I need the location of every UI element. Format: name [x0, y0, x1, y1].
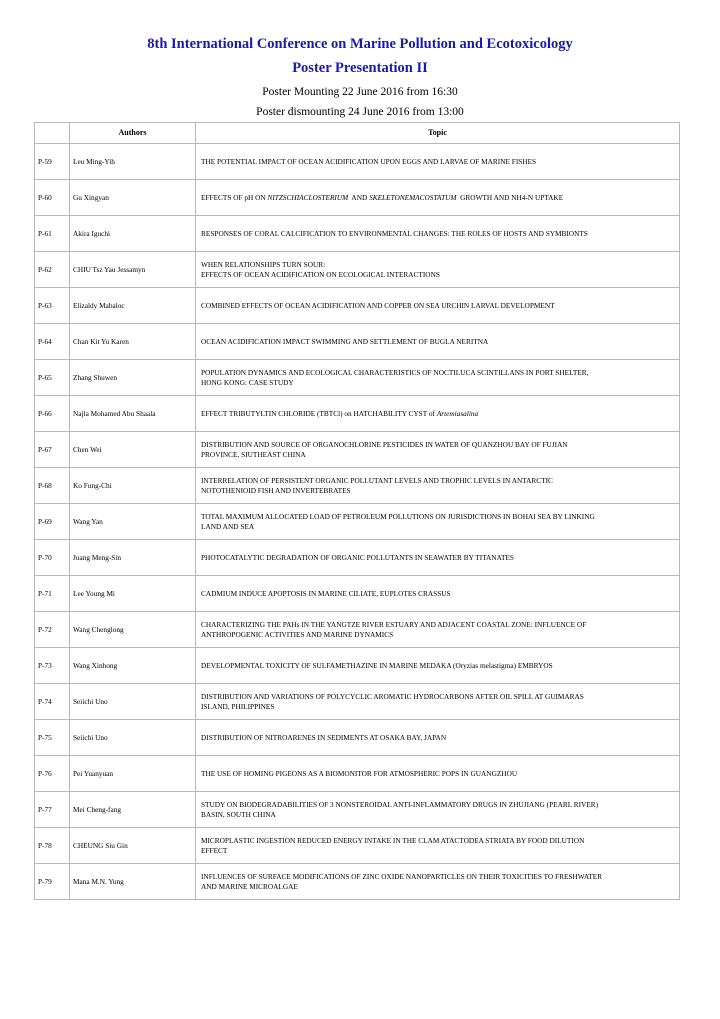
- poster-topic-line-2: ISLAND, PHILIPPINES: [201, 701, 275, 711]
- poster-code: P-69: [35, 504, 70, 540]
- poster-topic: PHOTOCATALYTIC DEGRADATION OF ORGANIC POLLUTANTS IN SEAWATER BY TITANATES: [196, 540, 680, 576]
- table-row: [35, 648, 680, 684]
- poster-author: Gu Xingyan: [70, 180, 196, 216]
- poster-author: Lee Young Mi: [70, 576, 196, 612]
- poster-topic-line-2: NOTOTHENIOID FISH AND INVERTEBRATES: [201, 485, 351, 495]
- poster-code: P-71: [35, 576, 70, 612]
- poster-author: Elizaldy Mabaloc: [70, 288, 196, 324]
- poster-code: P-61: [35, 216, 70, 252]
- poster-topic: COMBINED EFFECTS OF OCEAN ACIDIFICATION AND COPPER ON SEA URCHIN LARVAL DEVELOPMENT: [196, 288, 680, 324]
- poster-topic-line-2: BASIN, SOUTH CHINA: [201, 809, 276, 819]
- poster-code: P-75: [35, 720, 70, 756]
- table-row: [35, 540, 680, 576]
- poster-topic: [196, 684, 680, 720]
- session-title: Poster Presentation II: [292, 60, 428, 76]
- poster-author: Seiichi Uno: [70, 684, 196, 720]
- mounting-info: Poster Mounting 22 June 2016 from 16:30: [262, 86, 458, 98]
- poster-author: Najla Mohamed Abu Shaala: [70, 396, 196, 432]
- table-row: [35, 144, 680, 180]
- poster-author: Mei Cheng-fang: [70, 792, 196, 828]
- poster-code: P-79: [35, 864, 70, 900]
- poster-topic: OCEAN ACIDIFICATION IMPACT SWIMMING AND SETTLEMENT OF BUGLA NERITNA: [196, 324, 680, 360]
- header-topic: Topic: [196, 123, 680, 144]
- poster-author: Pei Yuanyuan: [70, 756, 196, 792]
- poster-topic: RESPONSES OF CORAL CALCIFICATION TO ENVIRONMENTAL CHANGES: THE ROLES OF HOSTS AND SYMBIONTS: [196, 216, 680, 252]
- table-row: [35, 360, 680, 396]
- conference-title: 8th International Conference on Marine Pollution and Ecotoxicology: [147, 36, 573, 52]
- poster-code: P-73: [35, 648, 70, 684]
- poster-topic: [196, 864, 680, 900]
- poster-topic-line-1: DISTRIBUTION AND VARIATIONS OF POLYCYCLIC AROMATIC HYDROCARBONS AFTER OIL SPILL AT GUIMARAS: [201, 691, 584, 701]
- poster-topic: [196, 252, 680, 288]
- poster-topic: [196, 396, 680, 432]
- poster-topic-line-1: INTERRELATION OF PERSISTENT ORGANIC POLLUTANT LEVELS AND TROPHIC LEVELS IN ANTARCTIC: [201, 475, 553, 485]
- poster-author: Mana M.N. Yung: [70, 864, 196, 900]
- poster-code: P-64: [35, 324, 70, 360]
- table-row: [35, 288, 680, 324]
- header-authors: Authors: [70, 123, 196, 144]
- poster-topic-line-1: MICROPLASTIC INGESTION REDUCED ENERGY INTAKE IN THE CLAM ATACTODEA STRIATA BY FOOD DILUTION: [201, 835, 585, 845]
- header-code: [35, 123, 70, 144]
- poster-code: P-76: [35, 756, 70, 792]
- poster-topic: [196, 180, 680, 216]
- table-row: [35, 180, 680, 216]
- table-row: [35, 252, 680, 288]
- poster-table: [34, 122, 680, 900]
- poster-author: Chan Kit Yu Karen: [70, 324, 196, 360]
- poster-topic-part: GROWTH AND NH4-N UPTAKE: [456, 192, 564, 202]
- poster-topic-line-1: WHEN RELATIONSHIPS TURN SOUR:: [201, 259, 326, 269]
- poster-topic-line-2: ANTHROPOGENIC ACTIVITIES AND MARINE DYNAMICS: [201, 629, 394, 639]
- poster-topic-line-2: PROVINCE, SIUTHEAST CHINA: [201, 449, 306, 459]
- table-row: [35, 612, 680, 648]
- poster-topic: [196, 360, 680, 396]
- poster-topic-part: EFFECTS OF pH ON: [201, 192, 268, 202]
- poster-topic: [196, 828, 680, 864]
- poster-code: P-59: [35, 144, 70, 180]
- poster-topic: [196, 792, 680, 828]
- poster-topic-line-2: EFFECT: [201, 845, 228, 855]
- poster-code: P-70: [35, 540, 70, 576]
- poster-author: Akira Iguchi: [70, 216, 196, 252]
- dismounting-info: Poster dismounting 24 June 2016 from 13:00: [256, 106, 464, 118]
- poster-topic: [196, 468, 680, 504]
- poster-topic-line-1: INFLUENCES OF SURFACE MODIFICATIONS OF ZINC OXIDE NANOPARTICLES ON THEIR TOXICITIES TO FRESHWATER: [201, 871, 603, 881]
- poster-topic-line-2: HONG KONG: CASE STUDY: [201, 377, 294, 387]
- poster-code: P-66: [35, 396, 70, 432]
- table-row: [35, 720, 680, 756]
- poster-author: CHEUNG Siu Gin: [70, 828, 196, 864]
- poster-topic-line-2: AND MARINE MICROALGAE: [201, 881, 298, 891]
- table-row: [35, 756, 680, 792]
- poster-code: P-62: [35, 252, 70, 288]
- poster-author: Zhang Shuwen: [70, 360, 196, 396]
- poster-code: P-65: [35, 360, 70, 396]
- poster-topic-line-2: LAND AND SEA: [201, 521, 255, 531]
- poster-topic: THE USE OF HOMING PIGEONS AS A BIOMONITOR FOR ATMOSPHERIC POPS IN GUANGZHOU: [196, 756, 680, 792]
- poster-topic: [196, 504, 680, 540]
- poster-topic: DISTRIBUTION OF NITROARENES IN SEDIMENTS AT OSAKA BAY, JAPAN: [196, 720, 680, 756]
- poster-topic-line-2: EFFECTS OF OCEAN ACIDIFICATION ON ECOLOGICAL INTERACTIONS: [201, 269, 440, 279]
- poster-topic: [196, 432, 680, 468]
- poster-author: Wang Chenglong: [70, 612, 196, 648]
- table-header-row: [35, 123, 680, 144]
- poster-author: Seiichi Uno: [70, 720, 196, 756]
- poster-code: P-67: [35, 432, 70, 468]
- poster-topic-part: NITZSCHIACLOSTERIUM: [267, 192, 349, 202]
- poster-topic-line-1: DISTRIBUTION AND SOURCE OF ORGANOCHLORINE PESTICIDES IN WATER OF QUANZHOU BAY OF FUJIAN: [201, 439, 568, 449]
- table-row: [35, 468, 680, 504]
- poster-author: Wang Yan: [70, 504, 196, 540]
- table-row: [35, 432, 680, 468]
- poster-topic-line-1: TOTAL MAXIMUM ALLOCATED LOAD OF PETROLEUM POLLUTIONS ON JURISDICTIONS IN BOHAI SEA BY LINKING: [201, 511, 595, 521]
- poster-author: CHIU Tsz Yau Jessamyn: [70, 252, 196, 288]
- poster-topic-part: Artemiasalina: [436, 408, 479, 418]
- table-row: [35, 216, 680, 252]
- table-row: [35, 396, 680, 432]
- poster-topic-line-1: STUDY ON BIODEGRADABILITIES OF 3 NONSTEROIDAL ANTI-INFLAMMATORY DRUGS IN ZHUJIANG (PEARL RIVER): [201, 799, 599, 809]
- poster-author: Leu Ming-Yih: [70, 144, 196, 180]
- poster-code: P-72: [35, 612, 70, 648]
- poster-code: P-74: [35, 684, 70, 720]
- poster-topic: THE POTENTIAL IMPACT OF OCEAN ACIDIFICATION UPON EGGS AND LARVAE OF MARINE FISHES: [196, 144, 680, 180]
- table-row: [35, 684, 680, 720]
- poster-code: P-68: [35, 468, 70, 504]
- poster-author: Chen Wei: [70, 432, 196, 468]
- table-row: [35, 324, 680, 360]
- poster-topic: CADMIUM INDUCE APOPTOSIS IN MARINE CILIATE, EUPLOTES CRASSUS: [196, 576, 680, 612]
- poster-code: P-60: [35, 180, 70, 216]
- poster-topic-part: SKELETONEMACOSTATUM: [369, 192, 457, 202]
- poster-topic-part: EFFECT TRIBUTYLTIN CHLORIDE (TBTCl) on HATCHABILITY CYST of: [201, 408, 437, 418]
- poster-topic-part: AND: [348, 192, 370, 202]
- table-row: [35, 864, 680, 900]
- poster-author: Juang Meng-Sin: [70, 540, 196, 576]
- poster-topic-line-1: CHARACTERIZING THE PAHs IN THE YANGTZE RIVER ESTUARY AND ADJACENT COASTAL ZONE: INFLUENCE OF: [201, 619, 587, 629]
- poster-author: Ko Fung-Chi: [70, 468, 196, 504]
- table-row: [35, 792, 680, 828]
- poster-code: P-63: [35, 288, 70, 324]
- table-row: [35, 504, 680, 540]
- poster-topic-line-1: POPULATION DYNAMICS AND ECOLOGICAL CHARACTERISTICS OF NOCTILUCA SCINTILLANS IN PORT SHELTER,: [201, 367, 589, 377]
- poster-code: P-77: [35, 792, 70, 828]
- table-row: [35, 828, 680, 864]
- poster-topic: DEVELOPMENTAL TOXICITY OF SULFAMETHAZINE IN MARINE MEDAKA (Oryzias melastigma) EMBRYOS: [196, 648, 680, 684]
- table-row: [35, 576, 680, 612]
- poster-author: Wang Xinhong: [70, 648, 196, 684]
- poster-topic: [196, 612, 680, 648]
- poster-code: P-78: [35, 828, 70, 864]
